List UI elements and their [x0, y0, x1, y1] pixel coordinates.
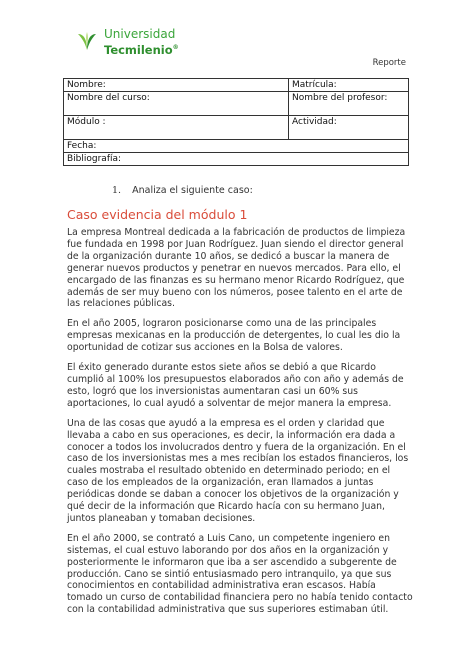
- student-info-table: [63, 78, 409, 166]
- paragraph: El éxito generado durante estos siete años se debió a que Ricardo cumplió al 100% los presupuestos elaborados año con año y además de esto, logró que los inversionistas aumentaran casi un 60% sus aportaciones, lo cual ayudó a solventar de mejor manera la empresa.: [67, 362, 404, 409]
- question-number: 1.: [112, 185, 122, 196]
- question-text: Analiza el siguiente caso:: [132, 185, 253, 196]
- university-logo: [76, 28, 179, 57]
- paragraph: Una de las cosas que ayudó a la empresa es el orden y claridad que llevaba a cabo en sus operaciones, es decir, la información era dada a conocer a todos los involucrados dentro y fuera de la organización. En el caso de los inversionistas mes a mes recibían los estados financieros, los cuales mostraba el resultado obtenido en determinado periodo; en el caso de los empleados de la organización, eran llamados a juntas periódicas donde se daban a conocer los objetivos de la organización y qué decir de la información que Ricardo hacía con su hermano Juan, juntos planeaban y tomaban decisiones.: [67, 417, 409, 524]
- paragraph: En el año 2005, lograron posicionarse como una de las principales empresas mexicanas en la producción de detergentes, lo cual les dio la oportunidad de cotizar sus acciones en la Bolsa de valores.: [67, 318, 401, 354]
- logo-university: Universidad: [104, 27, 176, 41]
- nombre-cell: Nombre:: [64, 79, 289, 92]
- case-title: Caso evidencia del módulo 1: [67, 207, 248, 222]
- profesor-cell: Nombre del profesor:: [289, 92, 409, 116]
- paragraph: La empresa Montreal dedicada a la fabricación de productos de limpieza fue fundada en 1998 por Juan Rodríguez. Juan siendo el director general de la organización durante 10 años, se dedicó a buscar la manera de generar nuevos productos y penetrar en nuevos mercados. Para ello, el encargado de las finanzas es su hermano menor Ricardo Rodríguez, que además de ser muy bueno con los números, posee talento en el arte de las relaciones públicas.: [67, 227, 406, 310]
- matricula-cell: Matrícula:: [289, 79, 409, 92]
- fecha-cell: Fecha:: [64, 140, 409, 153]
- case-body: [67, 227, 413, 624]
- logo-text: [104, 28, 179, 57]
- bibliografia-cell: Bibliografía:: [64, 153, 409, 166]
- modulo-cell: Módulo :: [64, 116, 289, 140]
- curso-cell: Nombre del curso:: [64, 92, 289, 116]
- document-label: Reporte: [372, 58, 406, 68]
- question-item: [112, 185, 253, 196]
- tecmilenio-leaf-icon: [76, 32, 98, 52]
- paragraph: En el año 2000, se contrató a Luis Cano, un competente ingeniero en sistemas, el cual estuvo laborando por dos años en la organización y posteriormente le informaron que iba a ser ascendido a subgerente de producción. Cano se sintió entusiasmado pero intranquilo, ya que sus conocimientos en contabilidad administrativa eran escasos. Había tomado un curso de contabilidad financiera pero no había tenido contacto con la contabilidad administrativa que sus superiores estimaban útil.: [67, 532, 413, 616]
- logo-tecmilenio: Tecmilenio®: [104, 42, 179, 57]
- actividad-cell: Actividad:: [289, 116, 409, 140]
